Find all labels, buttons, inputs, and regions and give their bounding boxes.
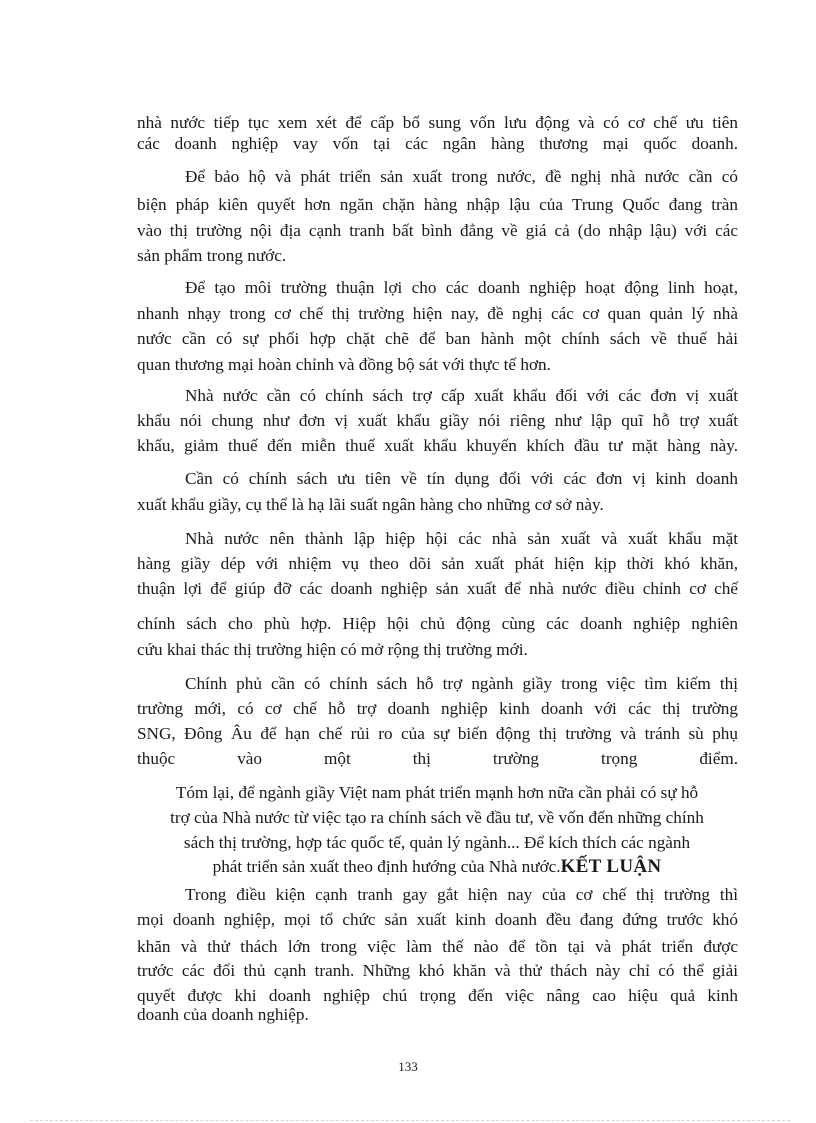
- page-bottom-divider: [30, 1120, 790, 1121]
- text-line: Cần có chính sách ưu tiên về tín dụng đối với các đơn vị kinh doanh: [185, 469, 738, 488]
- text-line: Chính phủ cần có chính sách hỗ trợ ngành giầy trong việc tìm kiếm thị: [185, 674, 738, 693]
- text-line: doanh của doanh nghiệp.: [137, 1005, 309, 1024]
- text-line: khẩu nói chung như đơn vị xuất khẩu giầy nói riêng như lập quĩ hỗ trợ xuất: [137, 411, 738, 430]
- text-line: các doanh nghiệp vay vốn tại các ngân hàng thương mại quốc doanh.: [137, 134, 738, 153]
- page-number: 133: [398, 1059, 418, 1074]
- summary-line: Tóm lại, để ngành giầy Việt nam phát triển mạnh hơn nữa cần phải có sự hỗ: [175, 783, 699, 802]
- text-line: Để tạo môi trường thuận lợi cho các doanh nghiệp hoạt động linh hoạt,: [185, 278, 738, 297]
- text-line: thuộc vào một thị trường trọng điểm.: [137, 749, 738, 768]
- text-line: Để bảo hộ và phát triển sản xuất trong nước, đề nghị nhà nước cần có: [185, 167, 738, 186]
- text-line: biện pháp kiên quyết hơn ngăn chặn hàng nhập lậu của Trung Quốc đang tràn: [137, 195, 738, 214]
- text-line: nhanh nhạy trong cơ chế thị trường hiện nay, đề nghị các cơ quan quản lý nhà: [137, 304, 738, 323]
- text-line: Trong điều kiện cạnh tranh gay gắt hiện nay của cơ chế thị trường thì: [185, 885, 738, 904]
- text-line: sản phẩm trong nước.: [137, 246, 287, 265]
- text-line: trường mới, có cơ chế hỗ trợ doanh nghiệp kinh doanh với các thị trường: [137, 699, 738, 718]
- summary-text: phát triển sản xuất theo định hướng của Nhà nước.: [212, 857, 561, 876]
- text-line: xuất khẩu giầy, cụ thể là hạ lãi suất ngân hàng cho những cơ sở này.: [137, 495, 604, 514]
- summary-line-with-heading: [127, 857, 747, 876]
- text-line: thuận lợi để giúp đỡ các doanh nghiệp sản xuất để nhà nước điều chỉnh cơ chế: [137, 579, 738, 598]
- summary-line: sách thị trường, hợp tác quốc tế, quản lý ngành... Để kích thích các ngành: [183, 833, 691, 852]
- text-line: nhà nước tiếp tục xem xét để cấp bổ sung vốn lưu động và có cơ chế ưu tiên: [137, 113, 738, 132]
- conclusion-heading: KẾT LUẬN: [560, 856, 662, 877]
- text-line: quyết được khi doanh nghiệp chú trọng đến việc nâng cao hiệu quả kinh: [137, 986, 738, 1005]
- text-line: vào thị trường nội địa cạnh tranh bất bình đẳng về giá cả (do nhập lậu) với các: [137, 221, 738, 240]
- text-line: khẩu, giảm thuế đến miễn thuế xuất khẩu khuyến khích đầu tư mặt hàng này.: [137, 436, 738, 455]
- text-line: Nhà nước cần có chính sách trợ cấp xuất khẩu đối với các đơn vị xuất: [185, 386, 738, 405]
- text-line: hàng giầy dép với nhiệm vụ theo dõi sản xuất phát hiện kịp thời khó khăn,: [137, 554, 738, 573]
- text-line: cứu khai thác thị trường hiện có mở rộng thị trường mới.: [137, 640, 528, 659]
- text-line: quan thương mại hoàn chỉnh và đồng bộ sát với thực tế hơn.: [137, 355, 551, 374]
- text-line: mọi doanh nghiệp, mọi tổ chức sản xuất kinh doanh đều đang đứng trước khó: [137, 910, 738, 929]
- text-line: chính sách cho phù hợp. Hiệp hội chủ động cùng các doanh nghiệp nghiên: [137, 614, 738, 633]
- text-line: khăn và thử thách lớn trong việc làm thế nào để tồn tại và phát triển được: [137, 937, 738, 956]
- text-line: trước các đối thủ cạnh tranh. Những khó khăn và thử thách này chỉ có thể giải: [137, 961, 738, 980]
- summary-line: trợ của Nhà nước từ việc tạo ra chính sách về đầu tư, về vốn đến những chính: [170, 808, 704, 827]
- text-line: nước cần có sự phối hợp chặt chẽ để ban hành một chính sách về thuế hải: [137, 329, 738, 348]
- text-line: SNG, Đông Âu để hạn chế rủi ro của sự biến động thị trường và tránh sù phụ: [137, 724, 738, 743]
- text-line: Nhà nước nên thành lập hiệp hội các nhà sản xuất và xuất khẩu mặt: [185, 529, 738, 548]
